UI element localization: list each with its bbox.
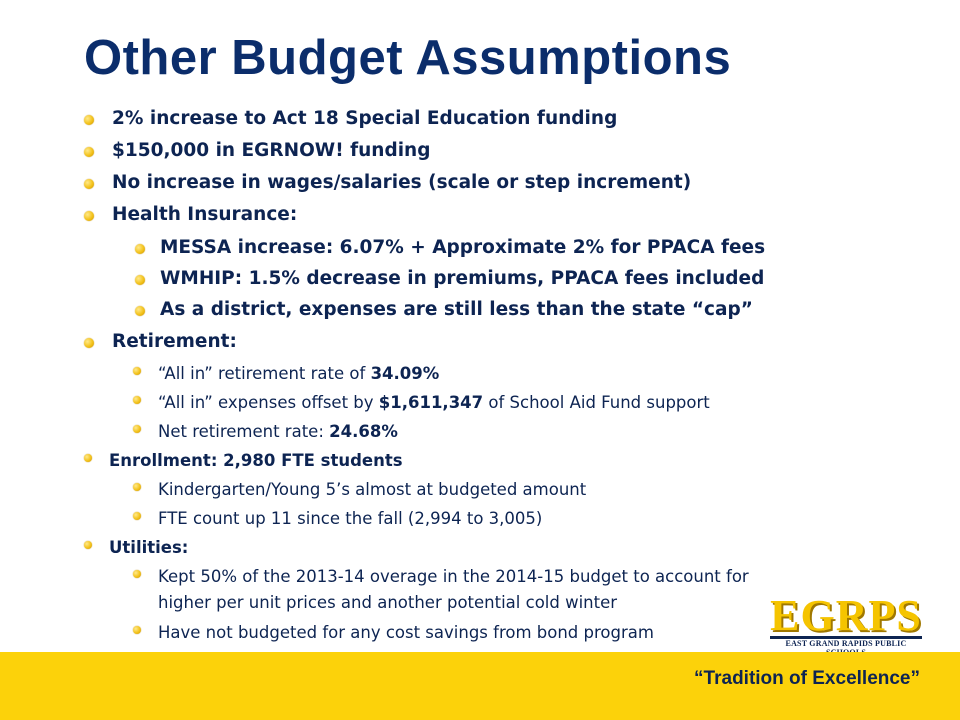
- bullet-icon: [84, 179, 94, 189]
- bullet-text: [158, 564, 749, 616]
- bullet-text: [109, 448, 403, 474]
- bullet-icon: [84, 147, 94, 157]
- retirement-rate-value: 34.09%: [370, 364, 440, 383]
- bullet-text: WMHIP: 1.5% decrease in premiums, PPACA fees included: [160, 268, 765, 289]
- list-item: [84, 172, 691, 193]
- utilities-heading: Utilities:: [109, 538, 189, 557]
- bullet-icon: [135, 244, 145, 254]
- bullet-text: MESSA increase: 6.07% + Approximate 2% for PPACA fees: [160, 237, 766, 258]
- bullet-icon: [135, 275, 145, 285]
- logo-wordmark: EGRPS: [770, 591, 922, 640]
- bullet-icon: [84, 115, 94, 125]
- slide-title: Other Budget Assumptions: [84, 31, 732, 85]
- bullet-text: Retirement:: [112, 331, 237, 352]
- bullet-icon: [133, 512, 141, 520]
- list-item: [133, 419, 398, 445]
- bullet-text: Have not budgeted for any cost savings from bond program: [158, 623, 654, 642]
- text-run: “All in” expenses offset by: [158, 393, 379, 412]
- text-run: Net retirement rate:: [158, 422, 330, 441]
- bullet-icon: [133, 570, 141, 578]
- list-item: [133, 564, 749, 616]
- list-item: [133, 477, 586, 503]
- bullet-text: [158, 390, 710, 416]
- bullet-icon: [133, 396, 141, 404]
- bullet-text: Kindergarten/Young 5’s almost at budgeted amount: [158, 480, 587, 499]
- list-item: [84, 448, 403, 474]
- bullet-icon: [133, 367, 141, 375]
- list-item: [133, 361, 439, 387]
- list-item: [84, 204, 297, 225]
- enrollment-heading: Enrollment: 2,980 FTE students: [109, 451, 403, 470]
- list-item: [133, 506, 542, 532]
- bullet-text: No increase in wages/salaries (scale or step increment): [112, 172, 692, 193]
- bullet-text: 2% increase to Act 18 Special Education funding: [112, 108, 618, 129]
- list-item: [84, 108, 617, 129]
- text-line: higher per unit prices and another potential cold winter: [158, 593, 618, 612]
- bullet-icon: [84, 211, 94, 221]
- bullet-text: [158, 419, 398, 445]
- egrps-logo: [770, 591, 922, 650]
- tagline: “Tradition of Excellence”: [694, 668, 920, 689]
- bullet-icon: [133, 483, 141, 491]
- bullet-text: Health Insurance:: [112, 204, 298, 225]
- footer-bar: [0, 652, 960, 720]
- bullet-icon: [84, 454, 92, 462]
- offset-amount-value: $1,611,347: [378, 393, 484, 412]
- bullet-text: FTE count up 11 since the fall (2,994 to 3,005): [158, 509, 543, 528]
- bullet-icon: [84, 338, 94, 348]
- list-item: [84, 140, 430, 161]
- bullet-text: As a district, expenses are still less than the state “cap”: [160, 299, 753, 320]
- list-item: [84, 331, 237, 352]
- bullet-text: [109, 535, 188, 561]
- text-line: Kept 50% of the 2013-14 overage in the 2014-15 budget to account for: [158, 567, 749, 586]
- bullet-icon: [133, 425, 141, 433]
- list-item: [135, 299, 753, 320]
- list-item: [135, 268, 764, 289]
- list-item: [84, 535, 188, 561]
- bullet-text: [158, 361, 439, 387]
- bullet-icon: [84, 541, 92, 549]
- list-item: [133, 390, 710, 416]
- bullet-icon: [135, 306, 145, 316]
- list-item: [135, 237, 765, 258]
- text-run: “All in” retirement rate of: [158, 364, 371, 383]
- list-item: [133, 620, 654, 646]
- net-rate-value: 24.68%: [329, 422, 398, 441]
- text-run: of School Aid Fund support: [483, 393, 710, 412]
- logo-subtitle: EAST GRAND RAPIDS PUBLIC: [785, 639, 907, 648]
- bullet-icon: [133, 626, 141, 634]
- bullet-text: $150,000 in EGRNOW! funding: [112, 140, 431, 161]
